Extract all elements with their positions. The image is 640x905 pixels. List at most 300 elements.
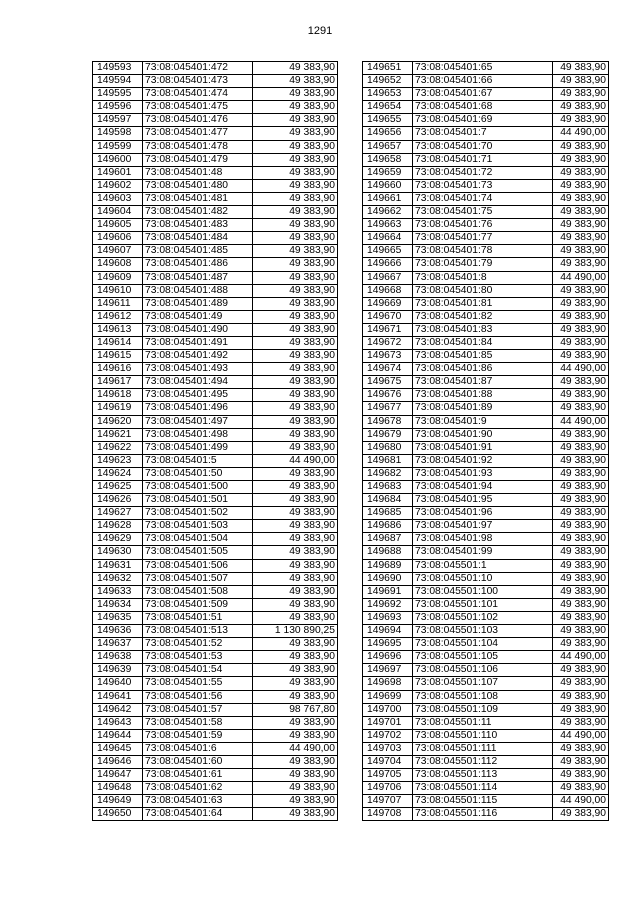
table-row (363, 481, 609, 494)
row-number-cell: 149612 (93, 310, 143, 323)
value-cell: 49 383,90 (553, 703, 609, 716)
value-cell: 49 383,90 (253, 127, 338, 140)
row-number-cell: 149628 (93, 520, 143, 533)
table-row (93, 441, 338, 454)
value-cell: 49 383,90 (253, 467, 338, 480)
table-row (93, 363, 338, 376)
cadastral-number-cell: 73:08:045401:54 (143, 664, 253, 677)
row-number-cell: 149703 (363, 742, 413, 755)
row-number-cell: 149690 (363, 572, 413, 585)
table-row (363, 363, 609, 376)
table-row (363, 677, 609, 690)
row-number-cell: 149618 (93, 389, 143, 402)
cadastral-number-cell: 73:08:045401:79 (413, 258, 553, 271)
row-number-cell: 149605 (93, 219, 143, 232)
value-cell: 49 383,90 (553, 755, 609, 768)
table-row (363, 127, 609, 140)
row-number-cell: 149683 (363, 481, 413, 494)
page-number: 1291 (307, 25, 333, 37)
left-table (92, 61, 338, 821)
table-row (93, 271, 338, 284)
row-number-cell: 149696 (363, 651, 413, 664)
value-cell: 49 383,90 (253, 638, 338, 651)
value-cell: 49 383,90 (253, 782, 338, 795)
value-cell: 49 383,90 (553, 88, 609, 101)
row-number-cell: 149707 (363, 795, 413, 808)
table-row (363, 101, 609, 114)
cadastral-number-cell: 73:08:045401:63 (143, 795, 253, 808)
table-row (93, 206, 338, 219)
cadastral-number-cell: 73:08:045401:50 (143, 467, 253, 480)
value-cell: 49 383,90 (553, 310, 609, 323)
cadastral-number-cell: 73:08:045401:83 (413, 323, 553, 336)
cadastral-number-cell: 73:08:045401:51 (143, 611, 253, 624)
table-row (363, 114, 609, 127)
table-row (363, 585, 609, 598)
table-row (93, 62, 338, 75)
cadastral-number-cell: 73:08:045401:8 (413, 271, 553, 284)
cadastral-number-cell: 73:08:045401:5 (143, 454, 253, 467)
cadastral-number-cell: 73:08:045401:488 (143, 284, 253, 297)
value-cell: 49 383,90 (553, 179, 609, 192)
value-cell: 49 383,90 (253, 585, 338, 598)
value-cell: 49 383,90 (553, 690, 609, 703)
cadastral-number-cell: 73:08:045401:481 (143, 192, 253, 205)
table-row (93, 323, 338, 336)
cadastral-number-cell: 73:08:045401:94 (413, 481, 553, 494)
value-cell: 49 383,90 (553, 481, 609, 494)
value-cell: 49 383,90 (253, 716, 338, 729)
cadastral-number-cell: 73:08:045401:60 (143, 755, 253, 768)
row-number-cell: 149698 (363, 677, 413, 690)
table-row (93, 559, 338, 572)
cadastral-number-cell: 73:08:045401:92 (413, 454, 553, 467)
row-number-cell: 149614 (93, 336, 143, 349)
row-number-cell: 149699 (363, 690, 413, 703)
row-number-cell: 149594 (93, 75, 143, 88)
cadastral-number-cell: 73:08:045401:489 (143, 297, 253, 310)
value-cell: 49 383,90 (553, 559, 609, 572)
row-number-cell: 149677 (363, 402, 413, 415)
value-cell: 49 383,90 (253, 729, 338, 742)
row-number-cell: 149629 (93, 533, 143, 546)
table-row (93, 677, 338, 690)
value-cell: 49 383,90 (553, 546, 609, 559)
row-number-cell: 149681 (363, 454, 413, 467)
table-row (363, 428, 609, 441)
value-cell: 49 383,90 (553, 297, 609, 310)
table-row (93, 507, 338, 520)
table-row (93, 336, 338, 349)
table-row (93, 127, 338, 140)
value-cell: 49 383,90 (553, 625, 609, 638)
cadastral-number-cell: 73:08:045501:107 (413, 677, 553, 690)
table-row (363, 611, 609, 624)
cadastral-number-cell: 73:08:045401:69 (413, 114, 553, 127)
value-cell: 49 383,90 (253, 363, 338, 376)
table-row (93, 310, 338, 323)
value-cell: 49 383,90 (553, 140, 609, 153)
cadastral-number-cell: 73:08:045401:475 (143, 101, 253, 114)
table-row (93, 520, 338, 533)
row-number-cell: 149627 (93, 507, 143, 520)
value-cell: 44 490,00 (553, 651, 609, 664)
cadastral-number-cell: 73:08:045501:101 (413, 598, 553, 611)
row-number-cell: 149649 (93, 795, 143, 808)
table-row (363, 219, 609, 232)
value-cell: 49 383,90 (553, 494, 609, 507)
value-cell: 49 383,90 (253, 559, 338, 572)
cadastral-number-cell: 73:08:045401:76 (413, 219, 553, 232)
cadastral-number-cell: 73:08:045401:482 (143, 206, 253, 219)
cadastral-number-cell: 73:08:045401:89 (413, 402, 553, 415)
cadastral-number-cell: 73:08:045401:504 (143, 533, 253, 546)
value-cell: 49 383,90 (253, 441, 338, 454)
cadastral-number-cell: 73:08:045401:73 (413, 179, 553, 192)
table-row (93, 598, 338, 611)
row-number-cell: 149631 (93, 559, 143, 572)
row-number-cell: 149603 (93, 192, 143, 205)
cadastral-number-cell: 73:08:045401:86 (413, 363, 553, 376)
cadastral-number-cell: 73:08:045401:9 (413, 415, 553, 428)
cadastral-number-cell: 73:08:045401:61 (143, 769, 253, 782)
value-cell: 49 383,90 (253, 795, 338, 808)
table-row (363, 559, 609, 572)
row-number-cell: 149596 (93, 101, 143, 114)
cadastral-number-cell: 73:08:045501:106 (413, 664, 553, 677)
value-cell: 49 383,90 (253, 232, 338, 245)
value-cell: 49 383,90 (253, 166, 338, 179)
cadastral-number-cell: 73:08:045401:80 (413, 284, 553, 297)
row-number-cell: 149660 (363, 179, 413, 192)
cadastral-number-cell: 73:08:045401:506 (143, 559, 253, 572)
row-number-cell: 149693 (363, 611, 413, 624)
row-number-cell: 149672 (363, 336, 413, 349)
value-cell: 49 383,90 (253, 323, 338, 336)
table-row (363, 533, 609, 546)
table-row (363, 75, 609, 88)
cadastral-number-cell: 73:08:045401:96 (413, 507, 553, 520)
row-number-cell: 149634 (93, 598, 143, 611)
value-cell: 44 490,00 (553, 127, 609, 140)
cadastral-number-cell: 73:08:045501:115 (413, 795, 553, 808)
row-number-cell: 149638 (93, 651, 143, 664)
row-number-cell: 149655 (363, 114, 413, 127)
row-number-cell: 149674 (363, 363, 413, 376)
table-row (363, 507, 609, 520)
table-row (363, 494, 609, 507)
table-row (363, 350, 609, 363)
table-row (93, 467, 338, 480)
row-number-cell: 149671 (363, 323, 413, 336)
cadastral-number-cell: 73:08:045401:505 (143, 546, 253, 559)
row-number-cell: 149664 (363, 232, 413, 245)
row-number-cell: 149648 (93, 782, 143, 795)
row-number-cell: 149653 (363, 88, 413, 101)
cadastral-number-cell: 73:08:045501:100 (413, 585, 553, 598)
value-cell: 49 383,90 (253, 389, 338, 402)
table-row (93, 716, 338, 729)
cadastral-number-cell: 73:08:045501:111 (413, 742, 553, 755)
value-cell: 49 383,90 (553, 350, 609, 363)
cadastral-number-cell: 73:08:045401:503 (143, 520, 253, 533)
table-row (93, 350, 338, 363)
row-number-cell: 149697 (363, 664, 413, 677)
table-row (363, 62, 609, 75)
table-row (363, 638, 609, 651)
value-cell: 49 383,90 (553, 284, 609, 297)
cadastral-number-cell: 73:08:045401:477 (143, 127, 253, 140)
value-cell: 49 383,90 (553, 389, 609, 402)
row-number-cell: 149659 (363, 166, 413, 179)
value-cell: 49 383,90 (553, 782, 609, 795)
row-number-cell: 149682 (363, 467, 413, 480)
cadastral-number-cell: 73:08:045401:91 (413, 441, 553, 454)
table-row (363, 808, 609, 821)
value-cell: 49 383,90 (553, 114, 609, 127)
row-number-cell: 149701 (363, 716, 413, 729)
table-row (363, 297, 609, 310)
row-number-cell: 149665 (363, 245, 413, 258)
cadastral-number-cell: 73:08:045401:6 (143, 742, 253, 755)
value-cell: 49 383,90 (553, 258, 609, 271)
table-row (363, 755, 609, 768)
value-cell: 49 383,90 (253, 611, 338, 624)
cadastral-number-cell: 73:08:045401:71 (413, 153, 553, 166)
row-number-cell: 149647 (93, 769, 143, 782)
table-row (363, 179, 609, 192)
row-number-cell: 149613 (93, 323, 143, 336)
row-number-cell: 149663 (363, 219, 413, 232)
right-table (362, 61, 609, 821)
row-number-cell: 149640 (93, 677, 143, 690)
cadastral-number-cell: 73:08:045401:478 (143, 140, 253, 153)
table-row (93, 729, 338, 742)
value-cell: 49 383,90 (553, 192, 609, 205)
cadastral-number-cell: 73:08:045401:487 (143, 271, 253, 284)
cadastral-number-cell: 73:08:045501:103 (413, 625, 553, 638)
cadastral-number-cell: 73:08:045401:87 (413, 376, 553, 389)
table-row (93, 153, 338, 166)
value-cell: 44 490,00 (553, 271, 609, 284)
cadastral-number-cell: 73:08:045401:53 (143, 651, 253, 664)
row-number-cell: 149598 (93, 127, 143, 140)
cadastral-number-cell: 73:08:045401:65 (413, 62, 553, 75)
table-row (363, 376, 609, 389)
cadastral-number-cell: 73:08:045401:64 (143, 808, 253, 821)
row-number-cell: 149650 (93, 808, 143, 821)
table-row (93, 546, 338, 559)
cadastral-number-cell: 73:08:045401:49 (143, 310, 253, 323)
row-number-cell: 149615 (93, 350, 143, 363)
value-cell: 49 383,90 (253, 258, 338, 271)
row-number-cell: 149604 (93, 206, 143, 219)
row-number-cell: 149661 (363, 192, 413, 205)
value-cell: 49 383,90 (253, 572, 338, 585)
value-cell: 49 383,90 (553, 153, 609, 166)
row-number-cell: 149689 (363, 559, 413, 572)
table-row (363, 454, 609, 467)
value-cell: 49 383,90 (553, 638, 609, 651)
value-cell: 49 383,90 (553, 402, 609, 415)
table-row (363, 782, 609, 795)
cadastral-number-cell: 73:08:045401:84 (413, 336, 553, 349)
value-cell: 49 383,90 (253, 350, 338, 363)
value-cell: 49 383,90 (253, 402, 338, 415)
value-cell: 49 383,90 (253, 219, 338, 232)
cadastral-number-cell: 73:08:045401:66 (413, 75, 553, 88)
table-row (93, 782, 338, 795)
cadastral-number-cell: 73:08:045401:93 (413, 467, 553, 480)
cadastral-number-cell: 73:08:045501:113 (413, 769, 553, 782)
cadastral-number-cell: 73:08:045401:98 (413, 533, 553, 546)
table-row (363, 703, 609, 716)
table-row (363, 520, 609, 533)
value-cell: 49 383,90 (553, 376, 609, 389)
row-number-cell: 149680 (363, 441, 413, 454)
table-row (363, 625, 609, 638)
value-cell: 49 383,90 (253, 140, 338, 153)
cadastral-number-cell: 73:08:045501:105 (413, 651, 553, 664)
cadastral-number-cell: 73:08:045401:68 (413, 101, 553, 114)
row-number-cell: 149630 (93, 546, 143, 559)
cadastral-number-cell: 73:08:045401:483 (143, 219, 253, 232)
table-row (93, 219, 338, 232)
cadastral-number-cell: 73:08:045401:494 (143, 376, 253, 389)
value-cell: 49 383,90 (553, 533, 609, 546)
value-cell: 49 383,90 (253, 271, 338, 284)
table-row (93, 192, 338, 205)
value-cell: 49 383,90 (553, 585, 609, 598)
table-row (93, 140, 338, 153)
row-number-cell: 149636 (93, 625, 143, 638)
row-number-cell: 149623 (93, 454, 143, 467)
value-cell: 49 383,90 (553, 769, 609, 782)
table-row (93, 88, 338, 101)
cadastral-number-cell: 73:08:045401:7 (413, 127, 553, 140)
cadastral-number-cell: 73:08:045501:112 (413, 755, 553, 768)
value-cell: 49 383,90 (553, 598, 609, 611)
table-row (93, 428, 338, 441)
value-cell: 49 383,90 (553, 454, 609, 467)
value-cell: 44 490,00 (253, 742, 338, 755)
row-number-cell: 149704 (363, 755, 413, 768)
value-cell: 49 383,90 (553, 336, 609, 349)
table-row (363, 153, 609, 166)
cadastral-number-cell: 73:08:045401:78 (413, 245, 553, 258)
value-cell: 49 383,90 (253, 75, 338, 88)
row-number-cell: 149607 (93, 245, 143, 258)
cadastral-number-cell: 73:08:045401:473 (143, 75, 253, 88)
cadastral-number-cell: 73:08:045501:116 (413, 808, 553, 821)
value-cell: 49 383,90 (253, 520, 338, 533)
row-number-cell: 149599 (93, 140, 143, 153)
cadastral-number-cell: 73:08:045401:97 (413, 520, 553, 533)
value-cell: 49 383,90 (553, 101, 609, 114)
row-number-cell: 149700 (363, 703, 413, 716)
table-row (93, 245, 338, 258)
table-row (93, 232, 338, 245)
cadastral-number-cell: 73:08:045401:486 (143, 258, 253, 271)
table-row (363, 336, 609, 349)
cadastral-number-cell: 73:08:045401:485 (143, 245, 253, 258)
row-number-cell: 149702 (363, 729, 413, 742)
row-number-cell: 149685 (363, 507, 413, 520)
table-row (93, 297, 338, 310)
cadastral-number-cell: 73:08:045401:498 (143, 428, 253, 441)
value-cell: 49 383,90 (253, 88, 338, 101)
value-cell: 49 383,90 (253, 153, 338, 166)
table-row (93, 454, 338, 467)
table-row (93, 481, 338, 494)
table-row (93, 703, 338, 716)
table-row (363, 415, 609, 428)
value-cell: 49 383,90 (253, 507, 338, 520)
row-number-cell: 149692 (363, 598, 413, 611)
table-row (93, 742, 338, 755)
cadastral-number-cell: 73:08:045501:10 (413, 572, 553, 585)
row-number-cell: 149617 (93, 376, 143, 389)
cadastral-number-cell: 73:08:045501:109 (413, 703, 553, 716)
row-number-cell: 149670 (363, 310, 413, 323)
value-cell: 49 383,90 (253, 245, 338, 258)
cadastral-number-cell: 73:08:045401:495 (143, 389, 253, 402)
table-row (93, 795, 338, 808)
row-number-cell: 149595 (93, 88, 143, 101)
row-number-cell: 149620 (93, 415, 143, 428)
table-row (363, 140, 609, 153)
cadastral-number-cell: 73:08:045401:62 (143, 782, 253, 795)
cadastral-number-cell: 73:08:045501:114 (413, 782, 553, 795)
cadastral-number-cell: 73:08:045401:81 (413, 297, 553, 310)
cadastral-number-cell: 73:08:045401:72 (413, 166, 553, 179)
row-number-cell: 149621 (93, 428, 143, 441)
table-row (93, 755, 338, 768)
table-row (363, 271, 609, 284)
table-row (363, 206, 609, 219)
cadastral-number-cell: 73:08:045401:474 (143, 88, 253, 101)
value-cell: 49 383,90 (253, 415, 338, 428)
value-cell: 49 383,90 (553, 166, 609, 179)
row-number-cell: 149688 (363, 546, 413, 559)
table-row (363, 651, 609, 664)
table-row (363, 716, 609, 729)
cadastral-number-cell: 73:08:045401:501 (143, 494, 253, 507)
row-number-cell: 149633 (93, 585, 143, 598)
table-row (363, 729, 609, 742)
table-row (363, 323, 609, 336)
cadastral-number-cell: 73:08:045401:492 (143, 350, 253, 363)
row-number-cell: 149656 (363, 127, 413, 140)
value-cell: 49 383,90 (253, 179, 338, 192)
left-table-body (93, 62, 338, 821)
table-row (363, 192, 609, 205)
row-number-cell: 149625 (93, 481, 143, 494)
table-row (363, 769, 609, 782)
table-row (363, 742, 609, 755)
row-number-cell: 149593 (93, 62, 143, 75)
table-row (93, 533, 338, 546)
value-cell: 49 383,90 (253, 755, 338, 768)
table-row (93, 258, 338, 271)
value-cell: 49 383,90 (253, 664, 338, 677)
cadastral-number-cell: 73:08:045401:90 (413, 428, 553, 441)
row-number-cell: 149619 (93, 402, 143, 415)
row-number-cell: 149667 (363, 271, 413, 284)
cadastral-number-cell: 73:08:045401:508 (143, 585, 253, 598)
cadastral-number-cell: 73:08:045401:497 (143, 415, 253, 428)
cadastral-number-cell: 73:08:045401:70 (413, 140, 553, 153)
